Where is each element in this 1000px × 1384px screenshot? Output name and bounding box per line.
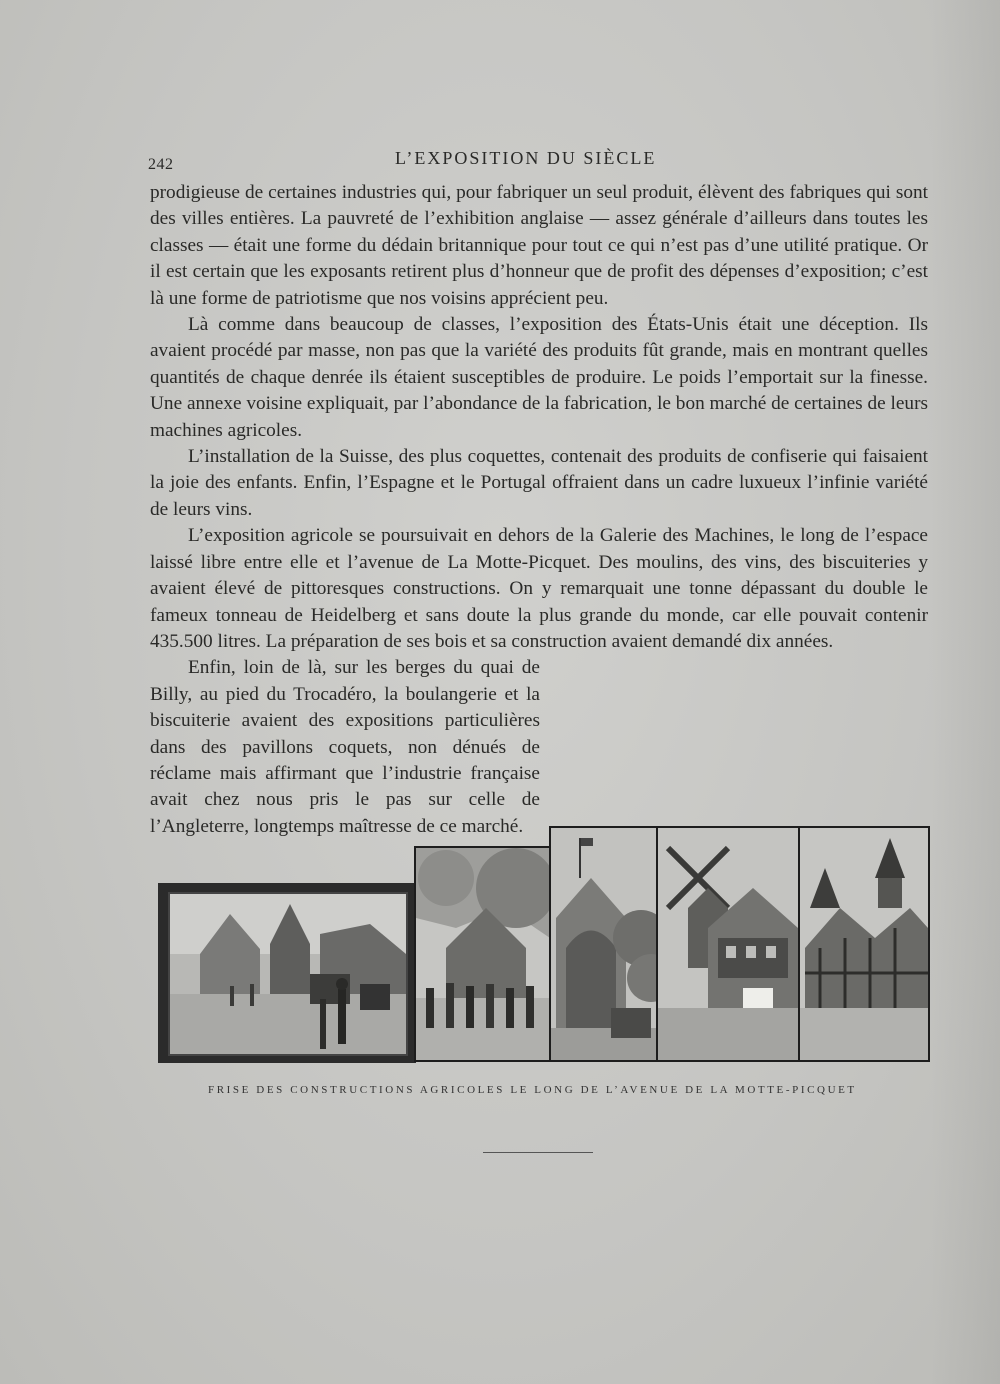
photo-half-timbered-chalet-with-tower xyxy=(798,826,930,1062)
page-number: 242 xyxy=(148,156,174,173)
figure-caption: FRISE DES CONSTRUCTIONS AGRICOLES LE LONG DE L’AVENUE DE LA MOTTE-PICQUET xyxy=(208,1084,857,1096)
photo-crowd-image xyxy=(416,848,550,1060)
paragraph: L’exposition agricole se poursuivait en dehors de la Galerie des Machines, le long de l’espace laissé libre entre elle et l’avenue de La Motte-Picquet. Des moulins, des vins, des biscuiteries y avaient élevé de pittoresques constructions. On y remarquait une tonne dépassant du double le fameux tonneau de Heidelberg et sans doute la plus grande du monde, car elle pouvait contenir 435.500 litres. La préparation de ses bois et sa construction avaient demandé dix années. xyxy=(150,525,928,652)
end-rule xyxy=(483,1152,593,1153)
photo-crowd-before-chalet xyxy=(414,846,552,1062)
photo-chalet-image xyxy=(800,828,928,1060)
photo-street-scene-with-carriage xyxy=(168,892,408,1056)
paragraph: prodigieuse de certaines industries qui, pour fabriquer un seul produit, élèvent des fabriques qui sont des villes entières. La pauvreté de l’exhibition anglaise — assez générale d’ailleurs dans toutes les classes — était une forme du dédain britannique pour tout ce qui n’est pas d’une utilité pratique. Or il est certain que les exposants retirent plus d’honneur que de profit des dépenses d’exposition; c’est là une forme de patriotisme que nos voisins apprécient peu. xyxy=(150,182,928,309)
paragraph: L’installation de la Suisse, des plus coquettes, contenait des produits de confiserie qui faisaient la joie des enfants. Enfin, l’Espagne et le Portugal offraient dans un cadre luxueux l’infinie variété de leurs vins. xyxy=(150,446,928,520)
photo-gallery-entrance-with-flag xyxy=(549,826,671,1062)
paragraph: Enfin, loin de là, sur les berges du quai de Billy, au pied du Trocadéro, la boulangerie et la biscuiterie avaient des expositions particulières dans des pavillons coquets, non dénués de réclame mais affirmant que l’industrie française avait chez nous pris le pas sur celle de l’Angleterre, longtemps maîtresse de ce marché. xyxy=(150,657,540,837)
photo-street-image xyxy=(170,894,406,1054)
photo-gallery-image xyxy=(551,828,669,1060)
running-head: L’EXPOSITION DU SIÈCLE xyxy=(395,148,657,168)
paragraph: Là comme dans beaucoup de classes, l’exposition des États-Unis était une déception. Ils avaient procédé par masse, non pas que la variété des produits fût grande, mais en montrant quelles quantités de chaque denrée ils étaient susceptibles de produire. Le poids l’emportait sur la finesse. Une annexe voisine expliquait, par l’abondance de la fabrication, le bon marché de certaines de leurs machines agricoles. xyxy=(150,314,928,441)
photo-windmill-image xyxy=(658,828,800,1060)
photo-windmill-pavilion xyxy=(656,826,802,1062)
